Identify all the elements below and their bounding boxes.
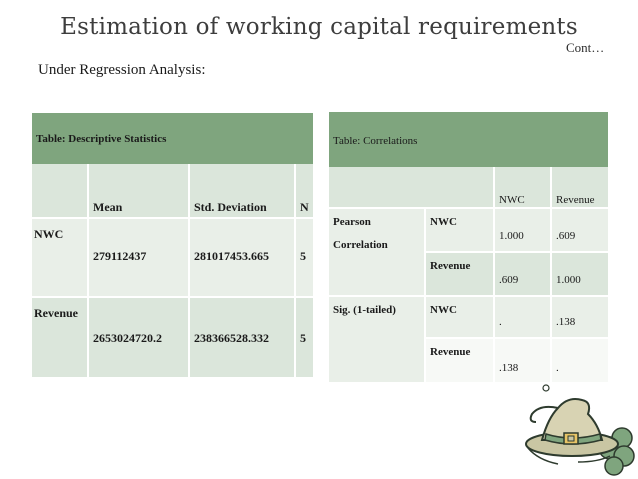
var-label: NWC (430, 304, 457, 316)
group-label-correlation: Correlation (333, 239, 388, 251)
table-cell (296, 219, 313, 298)
header-cell (190, 164, 296, 219)
correlation-value: .609 (499, 274, 519, 286)
slide-subtitle: Under Regression Analysis: (38, 62, 206, 78)
slide-title: Estimation of working capital requirements (60, 14, 578, 40)
table-cell (495, 339, 552, 382)
correlations-table (329, 112, 608, 382)
nwc-n-value: 5 (300, 249, 306, 263)
row-label-revenue: Revenue (34, 306, 78, 320)
column-header-revenue: Revenue (556, 194, 595, 206)
column-header-n: N (300, 200, 309, 214)
table-cell (552, 253, 608, 297)
nwc-std-value: 281017453.665 (194, 249, 269, 263)
significance-value: .138 (556, 316, 576, 328)
column-header-std-deviation: Std. Deviation (194, 200, 267, 214)
table-cell (426, 209, 495, 253)
group-label-cell (329, 209, 426, 297)
correlation-value: .609 (556, 230, 576, 242)
table-cell (495, 253, 552, 297)
table-cell (495, 209, 552, 253)
var-label: Revenue (430, 260, 471, 272)
table-cell (552, 339, 608, 382)
table-caption: Table: Descriptive Statistics (36, 133, 167, 145)
nwc-mean-value: 279112437 (93, 249, 147, 263)
table-cell (296, 298, 313, 377)
revenue-mean-value: 2653024720.2 (93, 331, 162, 345)
table-cell (190, 298, 296, 377)
table-cell (426, 297, 495, 339)
significance-value: . (556, 362, 559, 374)
var-label: Revenue (430, 346, 471, 358)
header-cell (296, 164, 313, 219)
continued-label: Cont… (566, 40, 605, 55)
group-label-sig: Sig. (1-tailed) (333, 304, 396, 316)
row-label-nwc: NWC (34, 227, 64, 241)
correlation-value: 1.000 (556, 274, 581, 286)
header-cell (89, 164, 190, 219)
table-cell (495, 297, 552, 339)
table-cell (89, 298, 190, 377)
header-empty-cell (329, 167, 495, 209)
correlation-value: 1.000 (499, 230, 524, 242)
table-cell (552, 297, 608, 339)
revenue-n-value: 5 (300, 331, 306, 345)
var-label: NWC (430, 216, 457, 228)
table-cell (426, 339, 495, 382)
table-row-label-cell (32, 298, 89, 377)
descriptive-statistics-table (32, 113, 313, 377)
column-header-mean: Mean (93, 200, 123, 214)
revenue-std-value: 238366528.332 (194, 331, 269, 345)
table-caption-row (32, 113, 313, 166)
significance-value: . (499, 316, 502, 328)
table-cell (426, 253, 495, 297)
table-caption-row (329, 112, 608, 169)
header-empty-cell (32, 164, 89, 219)
significance-value: .138 (499, 362, 519, 374)
witch-hat-clover-icon (518, 378, 636, 478)
group-label-cell (329, 297, 426, 382)
header-cell (552, 167, 608, 209)
table-caption: Table: Correlations (333, 135, 418, 147)
header-cell (495, 167, 552, 209)
table-cell (552, 209, 608, 253)
column-header-nwc: NWC (499, 194, 525, 206)
table-cell (190, 219, 296, 298)
table-cell (89, 219, 190, 298)
table-row-label-cell (32, 219, 89, 298)
group-label-pearson: Pearson (333, 216, 371, 228)
